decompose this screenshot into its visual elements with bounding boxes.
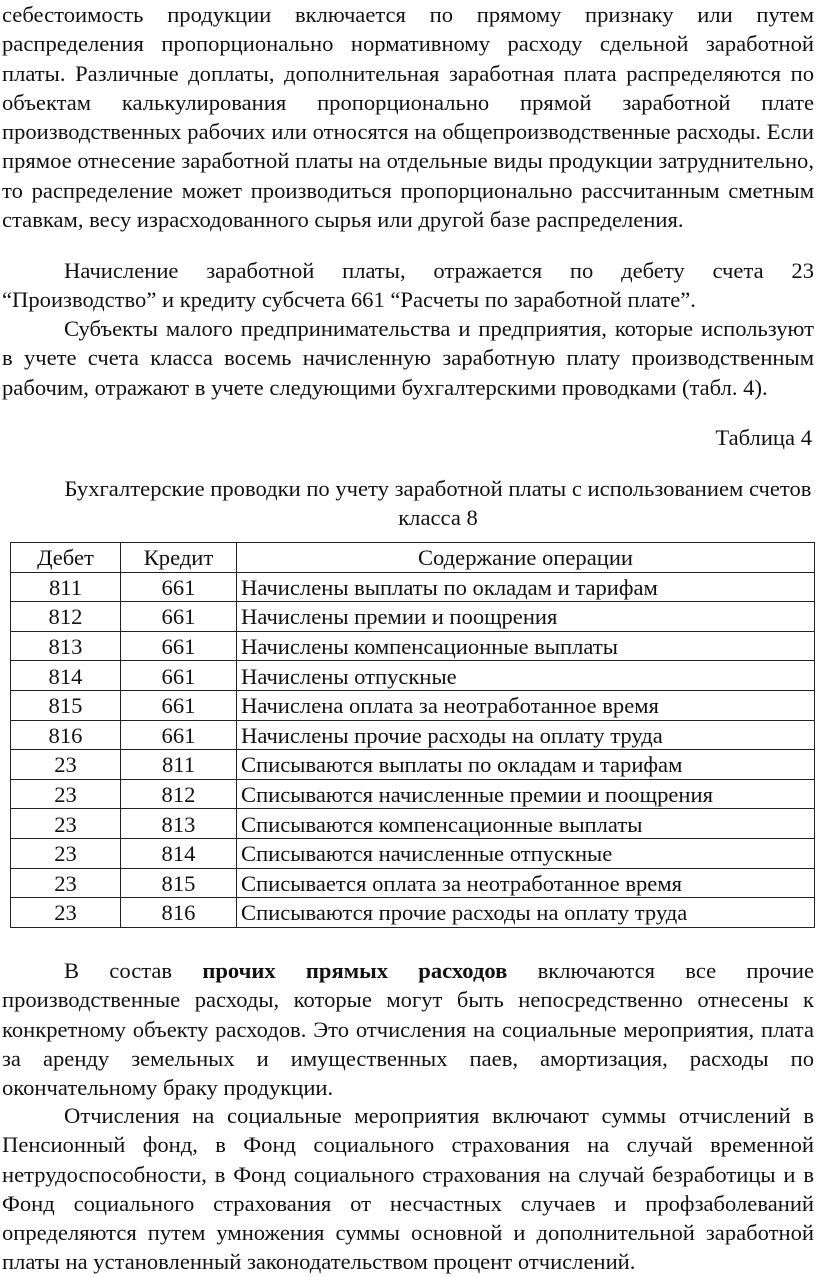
cell-debit: 815 bbox=[11, 690, 121, 720]
cell-credit: 815 bbox=[121, 868, 237, 898]
header-credit: Кредит bbox=[121, 543, 237, 573]
cell-credit: 816 bbox=[121, 898, 237, 928]
table-row bbox=[11, 898, 815, 928]
table-row bbox=[11, 720, 815, 750]
table-row bbox=[11, 868, 815, 898]
cell-credit: 812 bbox=[121, 779, 237, 809]
cell-operation: Начислены премии и поощрения bbox=[237, 602, 815, 632]
p4-text-after: включаются все прочие производственные расходы, которые могут быть непосредственно отнесены к конкретному объекту расходов. Это отчисления на социальные мероприятия, плата за аренду земельных и имущественных паев, амортизация, расходы по окончательному браку продукции. bbox=[2, 958, 814, 1101]
cell-operation: Начислена оплата за неотработанное время bbox=[237, 690, 815, 720]
cell-operation: Списываются начисленные премии и поощрения bbox=[237, 779, 815, 809]
table-row bbox=[11, 572, 815, 602]
table-header-row bbox=[11, 543, 815, 573]
cell-credit: 811 bbox=[121, 750, 237, 780]
cell-debit: 23 bbox=[11, 750, 121, 780]
cell-operation: Списываются прочие расходы на оплату труда bbox=[237, 898, 815, 928]
p4-text-before: В состав bbox=[64, 958, 203, 983]
accounting-entries-table bbox=[10, 542, 815, 928]
cell-credit: 661 bbox=[121, 661, 237, 691]
header-operation: Содержание операции bbox=[237, 543, 815, 573]
table-row bbox=[11, 838, 815, 868]
cell-credit: 661 bbox=[121, 602, 237, 632]
table-row bbox=[11, 750, 815, 780]
cell-operation: Списываются начисленные отпускные bbox=[237, 838, 815, 868]
table-row bbox=[11, 602, 815, 632]
cell-credit: 661 bbox=[121, 720, 237, 750]
cell-operation: Начислены отпускные bbox=[237, 661, 815, 691]
cell-debit: 23 bbox=[11, 838, 121, 868]
table-row bbox=[11, 779, 815, 809]
cell-debit: 812 bbox=[11, 602, 121, 632]
table-row bbox=[11, 690, 815, 720]
table-title: Бухгалтерские проводки по учету заработной платы с использованием счетов класса 8 bbox=[64, 476, 812, 530]
paragraph-social-contributions: Отчисления на социальные мероприятия включают суммы отчислений в Пенсионный фонд, в Фонд социального страхования на случай временной нетрудоспособности, в Фонд социального страхования на случай безработицы и в Фонд социального страхования от несчастных случаев и профзаболеваний определяются путем умножения суммы основной и дополнительной заработной платы на установленный законодательством процент отчислений. bbox=[2, 1103, 814, 1275]
cell-debit: 23 bbox=[11, 779, 121, 809]
cell-operation: Списываются компенсационные выплаты bbox=[237, 809, 815, 839]
cell-operation: Списываются выплаты по окладам и тарифам bbox=[237, 750, 815, 780]
cell-debit: 816 bbox=[11, 720, 121, 750]
cell-operation: Начислены выплаты по окладам и тарифам bbox=[237, 572, 815, 602]
paragraph-other-direct-costs bbox=[0, 956, 816, 1102]
table-body bbox=[11, 572, 815, 927]
table-row bbox=[11, 661, 815, 691]
cell-debit: 23 bbox=[11, 809, 121, 839]
table-row bbox=[11, 631, 815, 661]
cell-debit: 23 bbox=[11, 868, 121, 898]
header-debit: Дебет bbox=[11, 543, 121, 573]
cell-credit: 661 bbox=[121, 690, 237, 720]
cell-operation: Списывается оплата за неотработанное время bbox=[237, 868, 815, 898]
cell-credit: 813 bbox=[121, 809, 237, 839]
cell-credit: 661 bbox=[121, 572, 237, 602]
cell-debit: 23 bbox=[11, 898, 121, 928]
p4-bold-term: прочих прямых расходов bbox=[202, 958, 508, 983]
table-label: Таблица 4 bbox=[715, 425, 812, 450]
cell-debit: 811 bbox=[11, 572, 121, 602]
paragraph-payroll-posting: Начисление заработной платы, отражается по дебету счета 23 “Производство” и кредиту субсчета 661 “Расчеты по заработной плате”. bbox=[2, 258, 814, 313]
table-row bbox=[11, 809, 815, 839]
cell-operation: Начислены компенсационные выплаты bbox=[237, 631, 815, 661]
paragraph-cost-allocation: себестоимость продукции включается по прямому признаку или путем распределения пропорционально нормативному расходу сдельной заработной платы. Различные доплаты, дополнительная заработная плата распределяются по объектам калькулирования пропорционально прямой заработной плате производственных рабочих или относятся на общепроизводственные расходы. Если прямое отнесение заработной платы на отдельные виды продукции затруднительно, то распределение может производиться пропорционально рассчитанным сметным ставкам, весу израсходованного сырья или другой базе распределения. bbox=[2, 2, 814, 233]
cell-credit: 814 bbox=[121, 838, 237, 868]
cell-credit: 661 bbox=[121, 631, 237, 661]
paragraph-small-business: Субъекты малого предпринимательства и предприятия, которые используют в учете счета класса восемь начисленную заработную плату производственным рабочим, отражают в учете следующими бухгалтерскими проводками (табл. 4). bbox=[2, 316, 814, 400]
cell-operation: Начислены прочие расходы на оплату труда bbox=[237, 720, 815, 750]
cell-debit: 813 bbox=[11, 631, 121, 661]
cell-debit: 814 bbox=[11, 661, 121, 691]
